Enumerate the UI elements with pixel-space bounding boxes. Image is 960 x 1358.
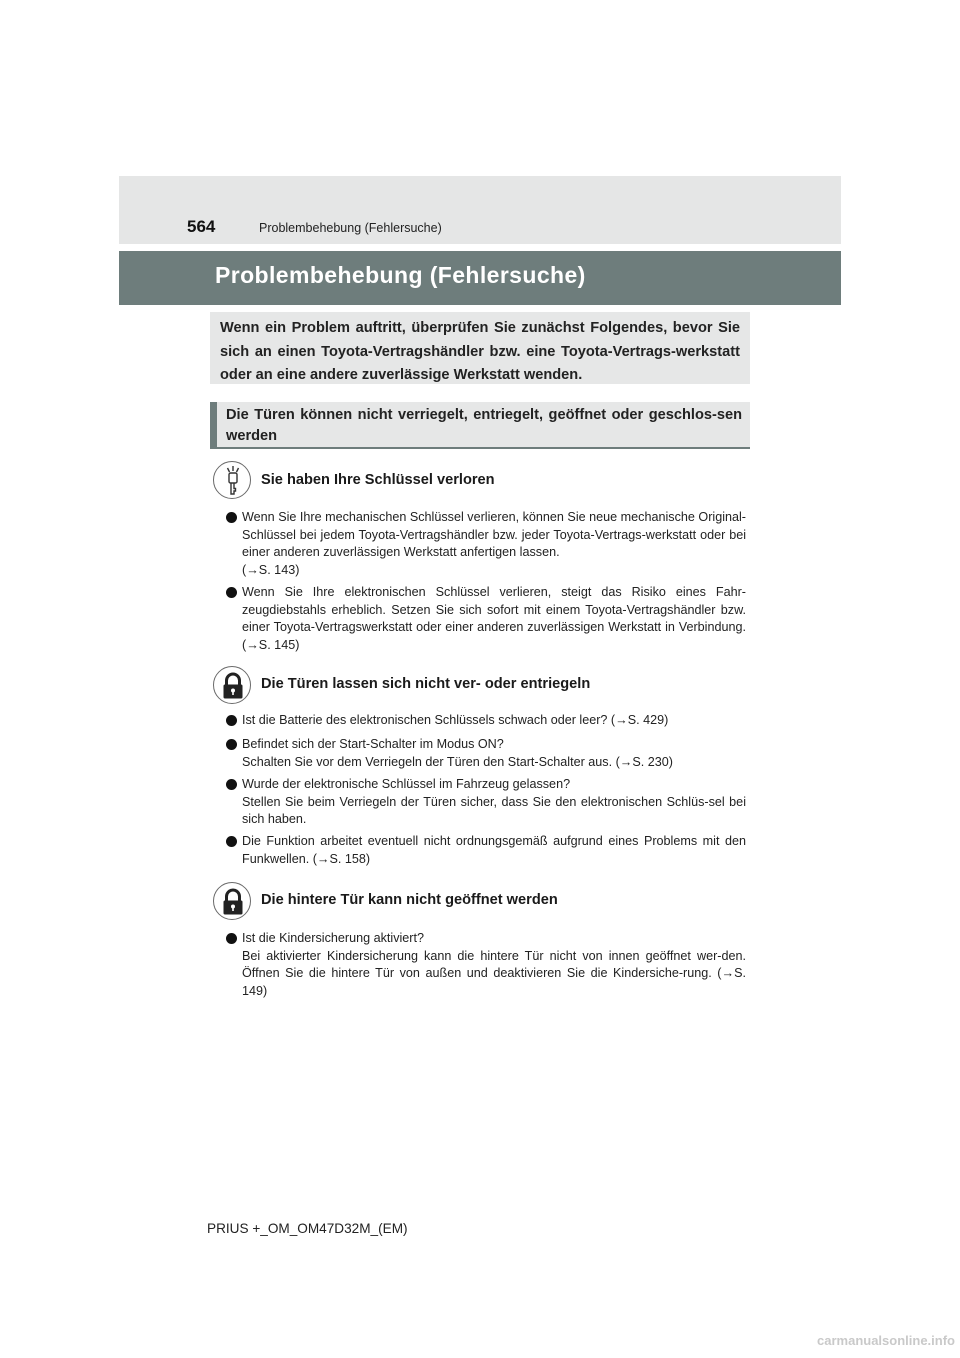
padlock-icon [213, 882, 251, 920]
section-heading-text: Die Türen können nicht verriegelt, entriegelt, geöffnet oder geschlos-sen werden [226, 407, 742, 444]
bullet-dot [226, 933, 237, 944]
bullet-dot [226, 587, 237, 598]
bullet-text: Ist die Kindersicherung aktiviert? [242, 931, 425, 945]
watermark: carmanualsonline.info [817, 1333, 955, 1348]
intro-text: Wenn ein Problem auftritt, überprüfen Sie zunächst Folgendes, bevor Sie sich an einen Toyota-Vertragshändler bzw. eine Toyota-Vertrags-werkstatt oder an eine andere zuverlässige Werkstatt wenden. [220, 320, 740, 383]
subsection-title-lost-keys: Sie haben Ihre Schlüssel verloren [261, 472, 495, 488]
intro-box [210, 312, 750, 384]
bullet-dot [226, 739, 237, 750]
bullet-text: Ist die Batterie des elektronischen Schlüssels schwach oder leer? (→S. 429) [242, 713, 669, 727]
page-number: 564 [187, 217, 216, 236]
header-band [119, 176, 841, 244]
key-icon [213, 461, 251, 499]
padlock-icon [213, 666, 251, 704]
subsection-title-rear-door: Die hintere Tür kann nicht geöffnet werden [261, 892, 558, 908]
bullet-text: Die Funktion arbeitet eventuell nicht ordnungsgemäß aufgrund eines Problems mit den Funkwellen. (→S. 158) [242, 834, 746, 866]
bullet-text: Stellen Sie beim Verriegeln der Türen sicher, dass Sie den elektronischen Schlüs-sel bei sich haben. [242, 794, 746, 827]
list-item [226, 509, 746, 579]
list-item [226, 930, 746, 1000]
list-item [226, 584, 746, 654]
bullet-text: Wenn Sie Ihre elektronischen Schlüssel verlieren, steigt das Risiko eines Fahr-zeugdiebstahls erheblich. Setzen Sie sich sofort mit einem Toyota-Vertragshändler bzw. einer Toyota-Vertragswerkstatt oder einer anderen zuverlässigen Werkstatt in Verbindung. (→S. 145) [242, 585, 746, 652]
list-item [226, 776, 746, 829]
list-item [226, 833, 746, 868]
bullet-text: (→S. 143) [242, 562, 300, 577]
bullet-text: Bei aktivierter Kindersicherung kann die hintere Tür nicht von innen geöffnet wer-den. Öffnen Sie die hintere Tür von außen und deaktivieren Sie die Kindersiche-rung. (→S. 149) [242, 948, 746, 998]
bullet-text: Wenn Sie Ihre mechanischen Schlüssel verlieren, können Sie neue mechanische Original-Schlüssel bei jedem Toyota-Vertragshändler bzw. jeder Toyota-Vertrags-werkstatt oder bei einer anderen zuverlässigen Werkstatt anfertigen lassen. [242, 510, 746, 560]
bullet-dot [226, 715, 237, 726]
bullet-dot [226, 779, 237, 790]
footer-doc-code: PRIUS +_OM_OM47D32M_(EM) [207, 1221, 408, 1236]
bullet-dot [226, 512, 237, 523]
page-title: Problembehebung (Fehlersuche) [215, 262, 586, 288]
bullet-text: Wurde der elektronische Schlüssel im Fahrzeug gelassen? [242, 777, 571, 791]
bullet-text: Befindet sich der Start-Schalter im Modus ON? [242, 737, 504, 751]
subsection-title-doors-lock: Die Türen lassen sich nicht ver- oder entriegeln [261, 676, 591, 692]
bullet-dot [226, 836, 237, 847]
running-head: Problembehebung (Fehlersuche) [259, 221, 442, 235]
list-item [226, 712, 746, 730]
list-item [226, 736, 746, 771]
section-heading [210, 402, 750, 449]
bullet-text: Schalten Sie vor dem Verriegeln der Türen den Start-Schalter aus. (→S. 230) [242, 754, 673, 769]
